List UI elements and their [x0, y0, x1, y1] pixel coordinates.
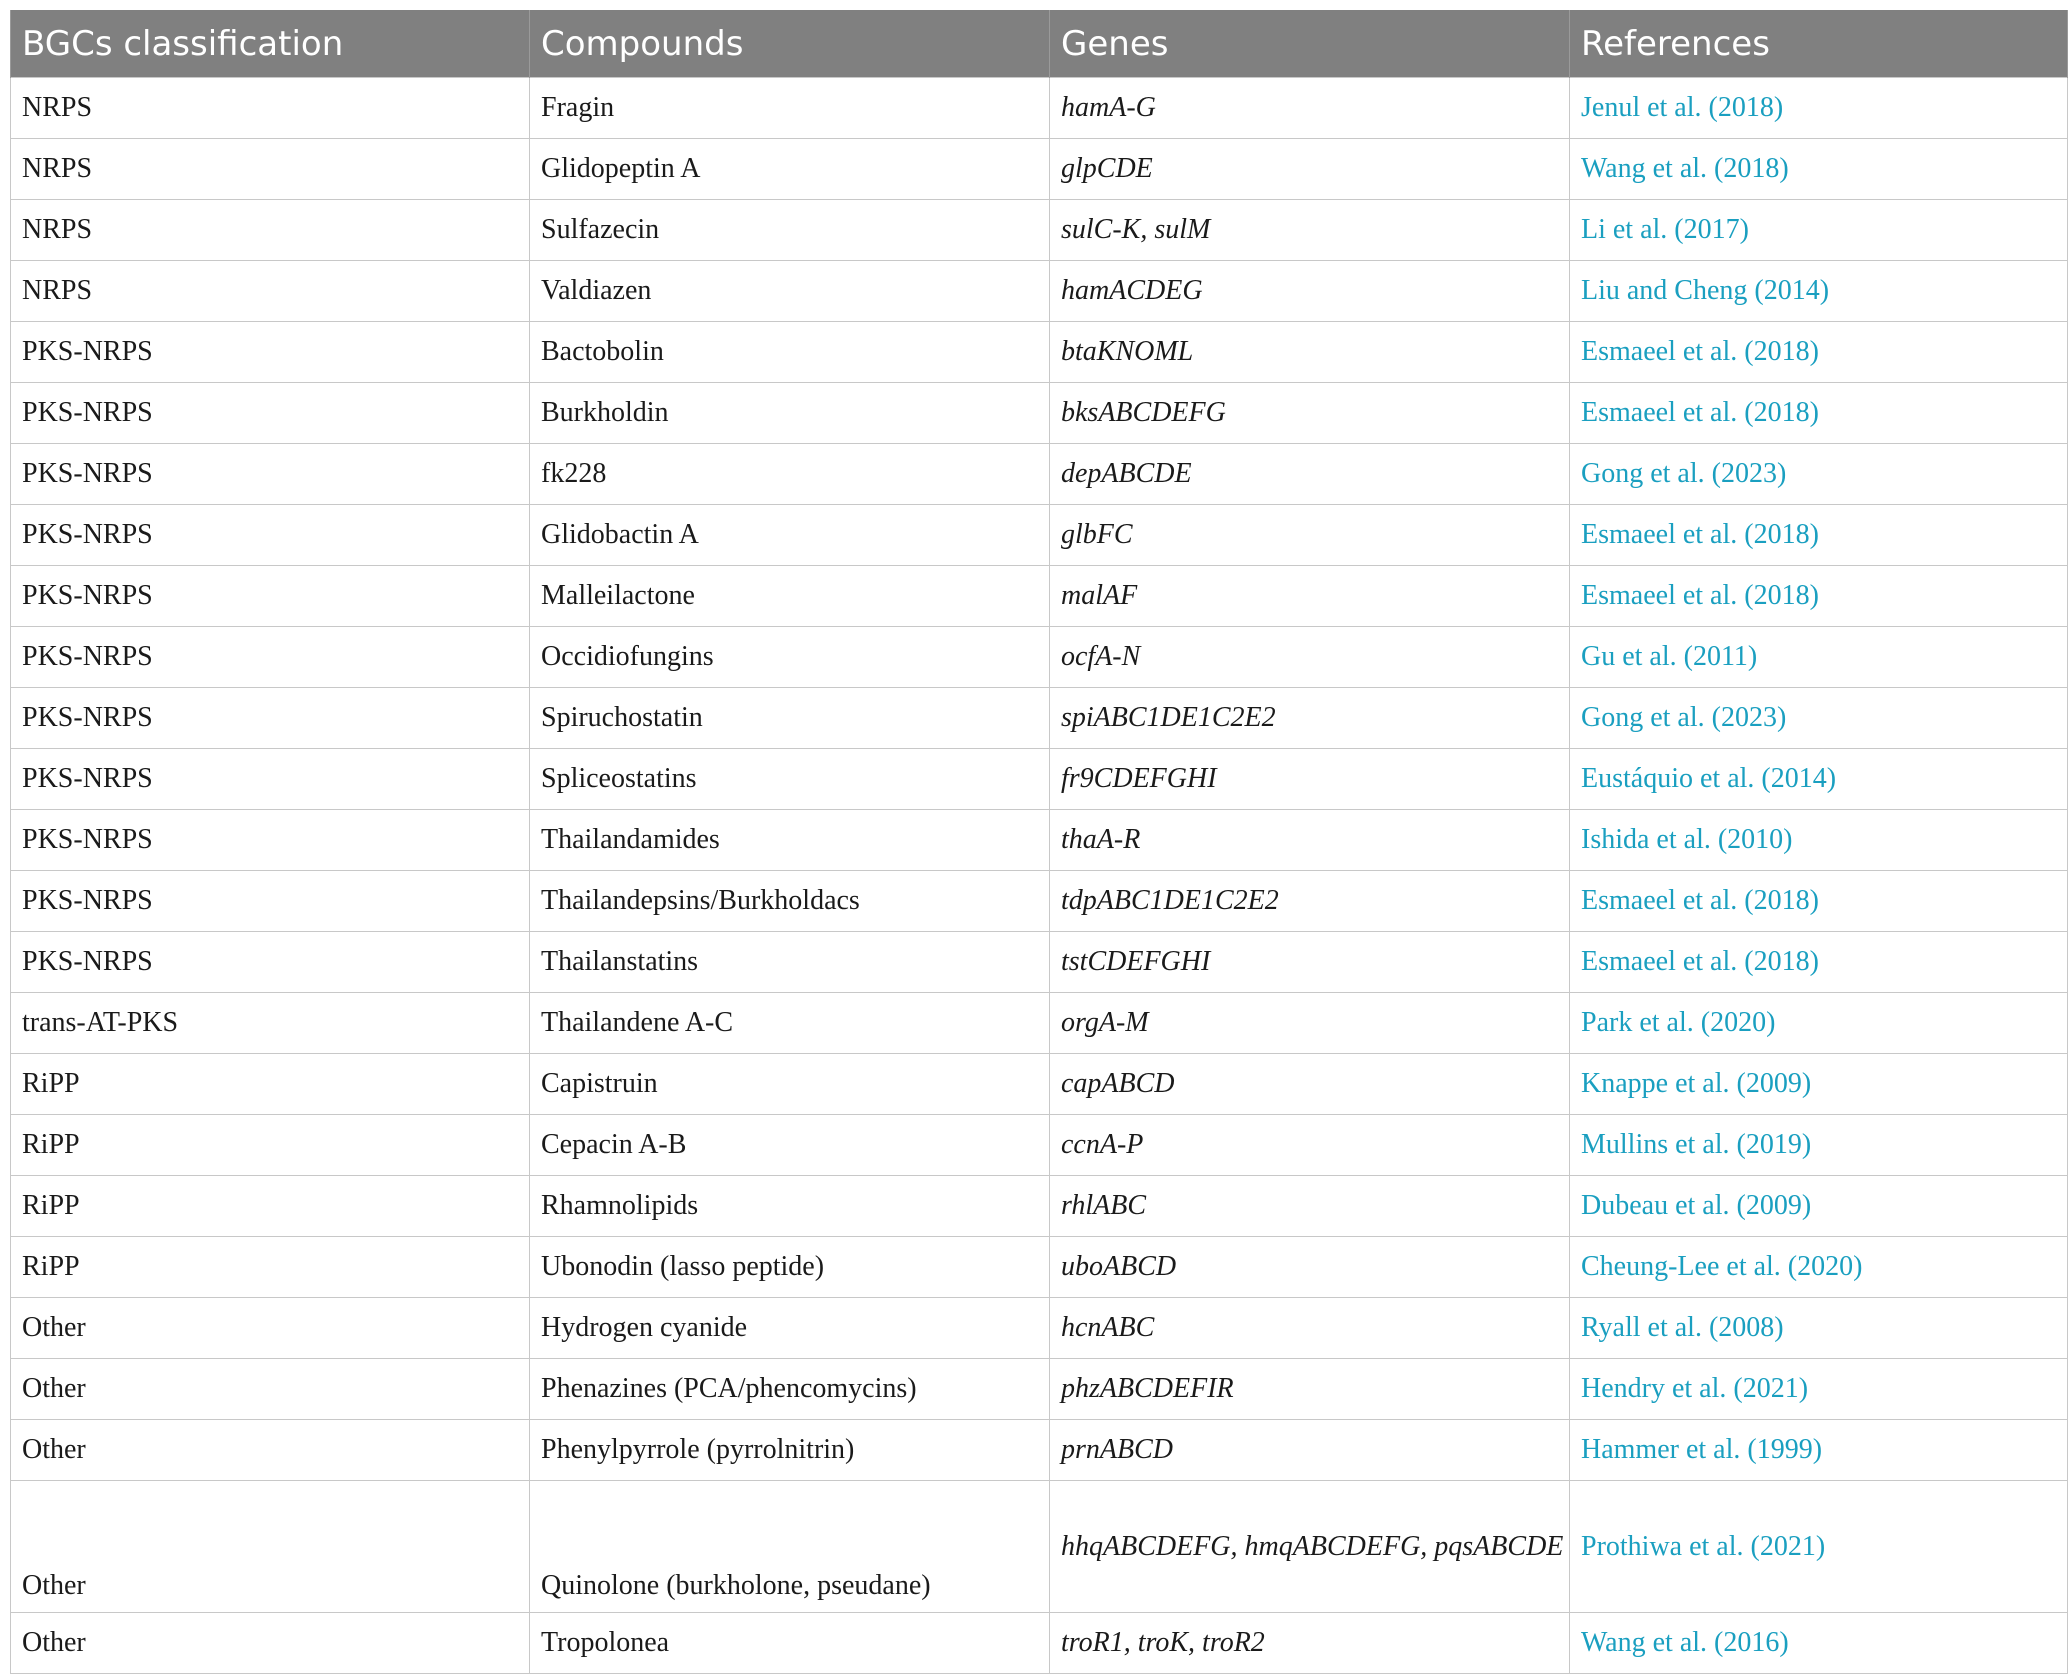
table-row: [11, 1613, 2068, 1674]
reference-link[interactable]: Hendry et al. (2021): [1570, 1359, 2068, 1420]
table-row: [11, 1176, 2068, 1237]
cell-genes: capABCD: [1050, 1054, 1570, 1115]
reference-link[interactable]: Prothiwa et al. (2021): [1570, 1481, 2068, 1613]
cell-classification: PKS-NRPS: [11, 932, 530, 993]
cell-classification: PKS-NRPS: [11, 871, 530, 932]
table-row: [11, 1420, 2068, 1481]
cell-classification: Other: [11, 1420, 530, 1481]
reference-link[interactable]: Esmaeel et al. (2018): [1570, 505, 2068, 566]
table-row: [11, 810, 2068, 871]
bgc-table-container: [10, 10, 2067, 1674]
table-row: [11, 261, 2068, 322]
cell-classification: NRPS: [11, 200, 530, 261]
cell-compound: Rhamnolipids: [530, 1176, 1050, 1237]
cell-classification: RiPP: [11, 1054, 530, 1115]
table-row: [11, 505, 2068, 566]
table-header: [11, 10, 2068, 78]
cell-genes: fr9CDEFGHI: [1050, 749, 1570, 810]
reference-link[interactable]: Esmaeel et al. (2018): [1570, 566, 2068, 627]
cell-compound: Spliceostatins: [530, 749, 1050, 810]
table-row: [11, 1481, 2068, 1613]
cell-compound: Thailandepsins/Burkholdacs: [530, 871, 1050, 932]
reference-link[interactable]: Park et al. (2020): [1570, 993, 2068, 1054]
cell-compound: Quinolone (burkholone, pseudane): [530, 1481, 1050, 1613]
cell-genes: bksABCDEFG: [1050, 383, 1570, 444]
reference-link[interactable]: Esmaeel et al. (2018): [1570, 383, 2068, 444]
cell-classification: PKS-NRPS: [11, 322, 530, 383]
cell-genes: depABCDE: [1050, 444, 1570, 505]
reference-link[interactable]: Cheung-Lee et al. (2020): [1570, 1237, 2068, 1298]
cell-classification: PKS-NRPS: [11, 383, 530, 444]
table-row: [11, 566, 2068, 627]
reference-link[interactable]: Eustáquio et al. (2014): [1570, 749, 2068, 810]
table-row: [11, 139, 2068, 200]
table-row: [11, 1054, 2068, 1115]
cell-compound: Thailandamides: [530, 810, 1050, 871]
cell-classification: Other: [11, 1481, 530, 1613]
cell-genes: glbFC: [1050, 505, 1570, 566]
cell-classification: Other: [11, 1298, 530, 1359]
cell-compound: Bactobolin: [530, 322, 1050, 383]
cell-compound: Glidobactin A: [530, 505, 1050, 566]
cell-genes: thaA-R: [1050, 810, 1570, 871]
cell-compound: Cepacin A-B: [530, 1115, 1050, 1176]
cell-classification: trans-AT-PKS: [11, 993, 530, 1054]
header-bgcs-classification: BGCs classification: [11, 10, 530, 78]
cell-compound: Thailanstatins: [530, 932, 1050, 993]
reference-link[interactable]: Mullins et al. (2019): [1570, 1115, 2068, 1176]
cell-compound: Glidopeptin A: [530, 139, 1050, 200]
reference-link[interactable]: Ishida et al. (2010): [1570, 810, 2068, 871]
table-row: [11, 322, 2068, 383]
reference-link[interactable]: Jenul et al. (2018): [1570, 78, 2068, 139]
header-compounds: Compounds: [530, 10, 1050, 78]
table-row: [11, 993, 2068, 1054]
cell-compound: Ubonodin (lasso peptide): [530, 1237, 1050, 1298]
cell-genes: ccnA-P: [1050, 1115, 1570, 1176]
cell-genes: btaKNOML: [1050, 322, 1570, 383]
reference-link[interactable]: Esmaeel et al. (2018): [1570, 871, 2068, 932]
reference-link[interactable]: Liu and Cheng (2014): [1570, 261, 2068, 322]
cell-classification: NRPS: [11, 78, 530, 139]
reference-link[interactable]: Hammer et al. (1999): [1570, 1420, 2068, 1481]
cell-compound: fk228: [530, 444, 1050, 505]
reference-link[interactable]: Li et al. (2017): [1570, 200, 2068, 261]
table-row: [11, 1359, 2068, 1420]
reference-link[interactable]: Knappe et al. (2009): [1570, 1054, 2068, 1115]
cell-compound: Phenylpyrrole (pyrrolnitrin): [530, 1420, 1050, 1481]
cell-compound: Occidiofungins: [530, 627, 1050, 688]
cell-compound: Malleilactone: [530, 566, 1050, 627]
cell-classification: RiPP: [11, 1176, 530, 1237]
cell-genes: hcnABC: [1050, 1298, 1570, 1359]
cell-genes: ocfA-N: [1050, 627, 1570, 688]
cell-genes: glpCDE: [1050, 139, 1570, 200]
cell-compound: Fragin: [530, 78, 1050, 139]
cell-classification: PKS-NRPS: [11, 810, 530, 871]
cell-genes: phzABCDEFIR: [1050, 1359, 1570, 1420]
reference-link[interactable]: Wang et al. (2016): [1570, 1613, 2068, 1674]
reference-link[interactable]: Gong et al. (2023): [1570, 688, 2068, 749]
table-row: [11, 627, 2068, 688]
cell-compound: Valdiazen: [530, 261, 1050, 322]
table-row: [11, 78, 2068, 139]
cell-compound: Sulfazecin: [530, 200, 1050, 261]
cell-classification: PKS-NRPS: [11, 444, 530, 505]
table-row: [11, 749, 2068, 810]
bgc-table: [10, 10, 2068, 1674]
cell-classification: NRPS: [11, 261, 530, 322]
cell-genes: rhlABC: [1050, 1176, 1570, 1237]
cell-classification: PKS-NRPS: [11, 505, 530, 566]
header-genes: Genes: [1050, 10, 1570, 78]
cell-genes: orgA-M: [1050, 993, 1570, 1054]
cell-genes: troR1, troK, troR2: [1050, 1613, 1570, 1674]
table-row: [11, 1298, 2068, 1359]
cell-classification: PKS-NRPS: [11, 749, 530, 810]
table-row: [11, 1115, 2068, 1176]
cell-compound: Burkholdin: [530, 383, 1050, 444]
cell-compound: Spiruchostatin: [530, 688, 1050, 749]
reference-link[interactable]: Esmaeel et al. (2018): [1570, 932, 2068, 993]
cell-genes: tdpABC1DE1C2E2: [1050, 871, 1570, 932]
header-row: [11, 10, 2068, 78]
cell-compound: Capistruin: [530, 1054, 1050, 1115]
cell-genes: hamACDEG: [1050, 261, 1570, 322]
cell-classification: Other: [11, 1359, 530, 1420]
cell-classification: NRPS: [11, 139, 530, 200]
reference-link[interactable]: Dubeau et al. (2009): [1570, 1176, 2068, 1237]
reference-link[interactable]: Ryall et al. (2008): [1570, 1298, 2068, 1359]
table-row: [11, 932, 2068, 993]
reference-link[interactable]: Gu et al. (2011): [1570, 627, 2068, 688]
table-row: [11, 1237, 2068, 1298]
cell-genes: uboABCD: [1050, 1237, 1570, 1298]
cell-genes: malAF: [1050, 566, 1570, 627]
reference-link[interactable]: Wang et al. (2018): [1570, 139, 2068, 200]
table-row: [11, 688, 2068, 749]
reference-link[interactable]: Gong et al. (2023): [1570, 444, 2068, 505]
cell-classification: RiPP: [11, 1115, 530, 1176]
cell-compound: Tropolonea: [530, 1613, 1050, 1674]
table-row: [11, 444, 2068, 505]
table-row: [11, 200, 2068, 261]
cell-genes: spiABC1DE1C2E2: [1050, 688, 1570, 749]
cell-classification: RiPP: [11, 1237, 530, 1298]
table-row: [11, 871, 2068, 932]
header-references: References: [1570, 10, 2068, 78]
cell-genes: tstCDEFGHI: [1050, 932, 1570, 993]
cell-classification: Other: [11, 1613, 530, 1674]
cell-compound: Thailandene A-C: [530, 993, 1050, 1054]
table-body: [11, 78, 2068, 1674]
cell-classification: PKS-NRPS: [11, 566, 530, 627]
cell-classification: PKS-NRPS: [11, 627, 530, 688]
cell-genes: prnABCD: [1050, 1420, 1570, 1481]
reference-link[interactable]: Esmaeel et al. (2018): [1570, 322, 2068, 383]
cell-genes: hhqABCDEFG, hmqABCDEFG, pqsABCDE: [1050, 1481, 1570, 1613]
cell-genes: sulC-K, sulM: [1050, 200, 1570, 261]
table-row: [11, 383, 2068, 444]
cell-classification: PKS-NRPS: [11, 688, 530, 749]
cell-genes: hamA-G: [1050, 78, 1570, 139]
cell-compound: Phenazines (PCA/phencomycins): [530, 1359, 1050, 1420]
cell-compound: Hydrogen cyanide: [530, 1298, 1050, 1359]
